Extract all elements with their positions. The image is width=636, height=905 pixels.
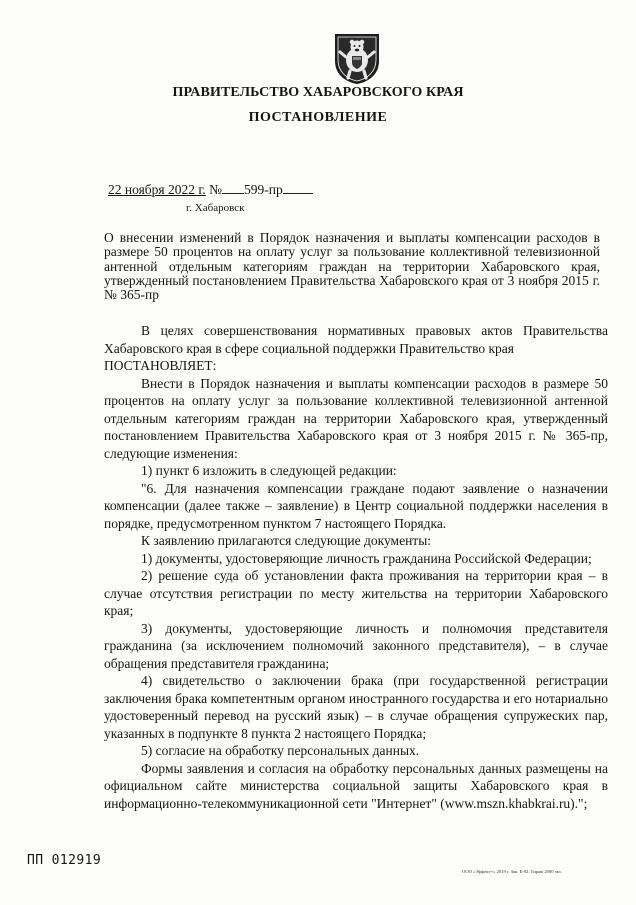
list-item: 1) пункт 6 изложить в следующей редакции: — [141, 463, 397, 478]
documents-intro-paragraph: К заявлению прилагаются следующие документы: — [141, 533, 432, 548]
city-label: г. Хабаровск — [186, 202, 245, 214]
organization-title: ПРАВИТЕЛЬСТВО ХАБАРОВСКОГО КРАЯ — [172, 85, 464, 100]
list-item: 1) документы, удостоверяющие личность гражданина Российской Федерации; — [141, 550, 592, 566]
document-date: 22 ноября 2022 г. — [108, 182, 206, 197]
preamble-paragraph: В целях совершенствования нормативных правовых актов Правительства Хабаровского края в сфере социальной поддержки Правительство края — [104, 323, 608, 356]
list-item: 3) документы, удостоверяющие личность и полномочия представителя гражданина (за исключением полномочий законного представителя), – в случае обращения представителя гражданина; — [104, 620, 608, 671]
serial-number: ПП 012919 — [27, 853, 102, 868]
list-item: 2) решение суда об установлении факта проживания на территории края – в случае отсутствия регистрации по месту жительства на территории Хабаровского края; — [104, 568, 608, 618]
document-body — [104, 322, 608, 812]
subject-heading: О внесении изменений в Порядок назначения и выплаты компенсации расходов в размере 50 процентов на оплату услуг за пользование коллективной телевизионной антенной отдельным категориям граждан на территории Хабаровского края, утвержденный постановлением Правительства Хабаровского края от 3 ноября 2015 г. № 365-пр — [104, 230, 600, 303]
printer-imprint: ООО «Эффект+» 2019 г. Зак. Б-82. Тираж 2000 экз. — [462, 869, 562, 874]
new-clause-6-paragraph: "6. Для назначения компенсации граждане подают заявление о назначении компенсации (далее также – заявление) в Центр социальной поддержки населения в порядке, предусмотренном пунктом 7 настоящего Порядка. — [104, 480, 608, 531]
list-item: 4) свидетельство о заключении брака (при государственной регистрации заключения брака компетентным органом иностранного государства и его нотариально удостоверенный перевод на русский язык) – в случае обращения супружеских пар, указанных в подпункте 8 пункта 2 настоящего Порядка; — [104, 673, 608, 741]
decree-word: ПОСТАНОВЛЯЕТ: — [104, 358, 217, 373]
document-number: 599-пр — [244, 182, 283, 197]
number-sign: № — [209, 182, 223, 197]
list-item: 5) согласие на обработку персональных данных. — [141, 743, 420, 758]
amend-intro-paragraph: Внести в Порядок назначения и выплаты компенсации расходов в размере 50 процентов на оплату услуг за пользование коллективной телевизионной антенной отдельным категориям граждан на территории Хабаровского края, утвержденный постановлением Правительства Хабаровского края от 3 ноября 2015 г. № 365-пр, следующие изменения: — [104, 375, 608, 461]
document-type-title: ПОСТАНОВЛЕНИЕ — [248, 110, 388, 125]
coat-of-arms-emblem — [332, 31, 382, 85]
date-number-line — [108, 182, 313, 198]
forms-paragraph: Формы заявления и согласия на обработку персональных данных размещены на официальном сайте министерства социальной защиты Хабаровского края в информационно-телекоммуникационной сети "Интернет" (www.mszn.khabkrai.ru)."; — [104, 760, 608, 811]
